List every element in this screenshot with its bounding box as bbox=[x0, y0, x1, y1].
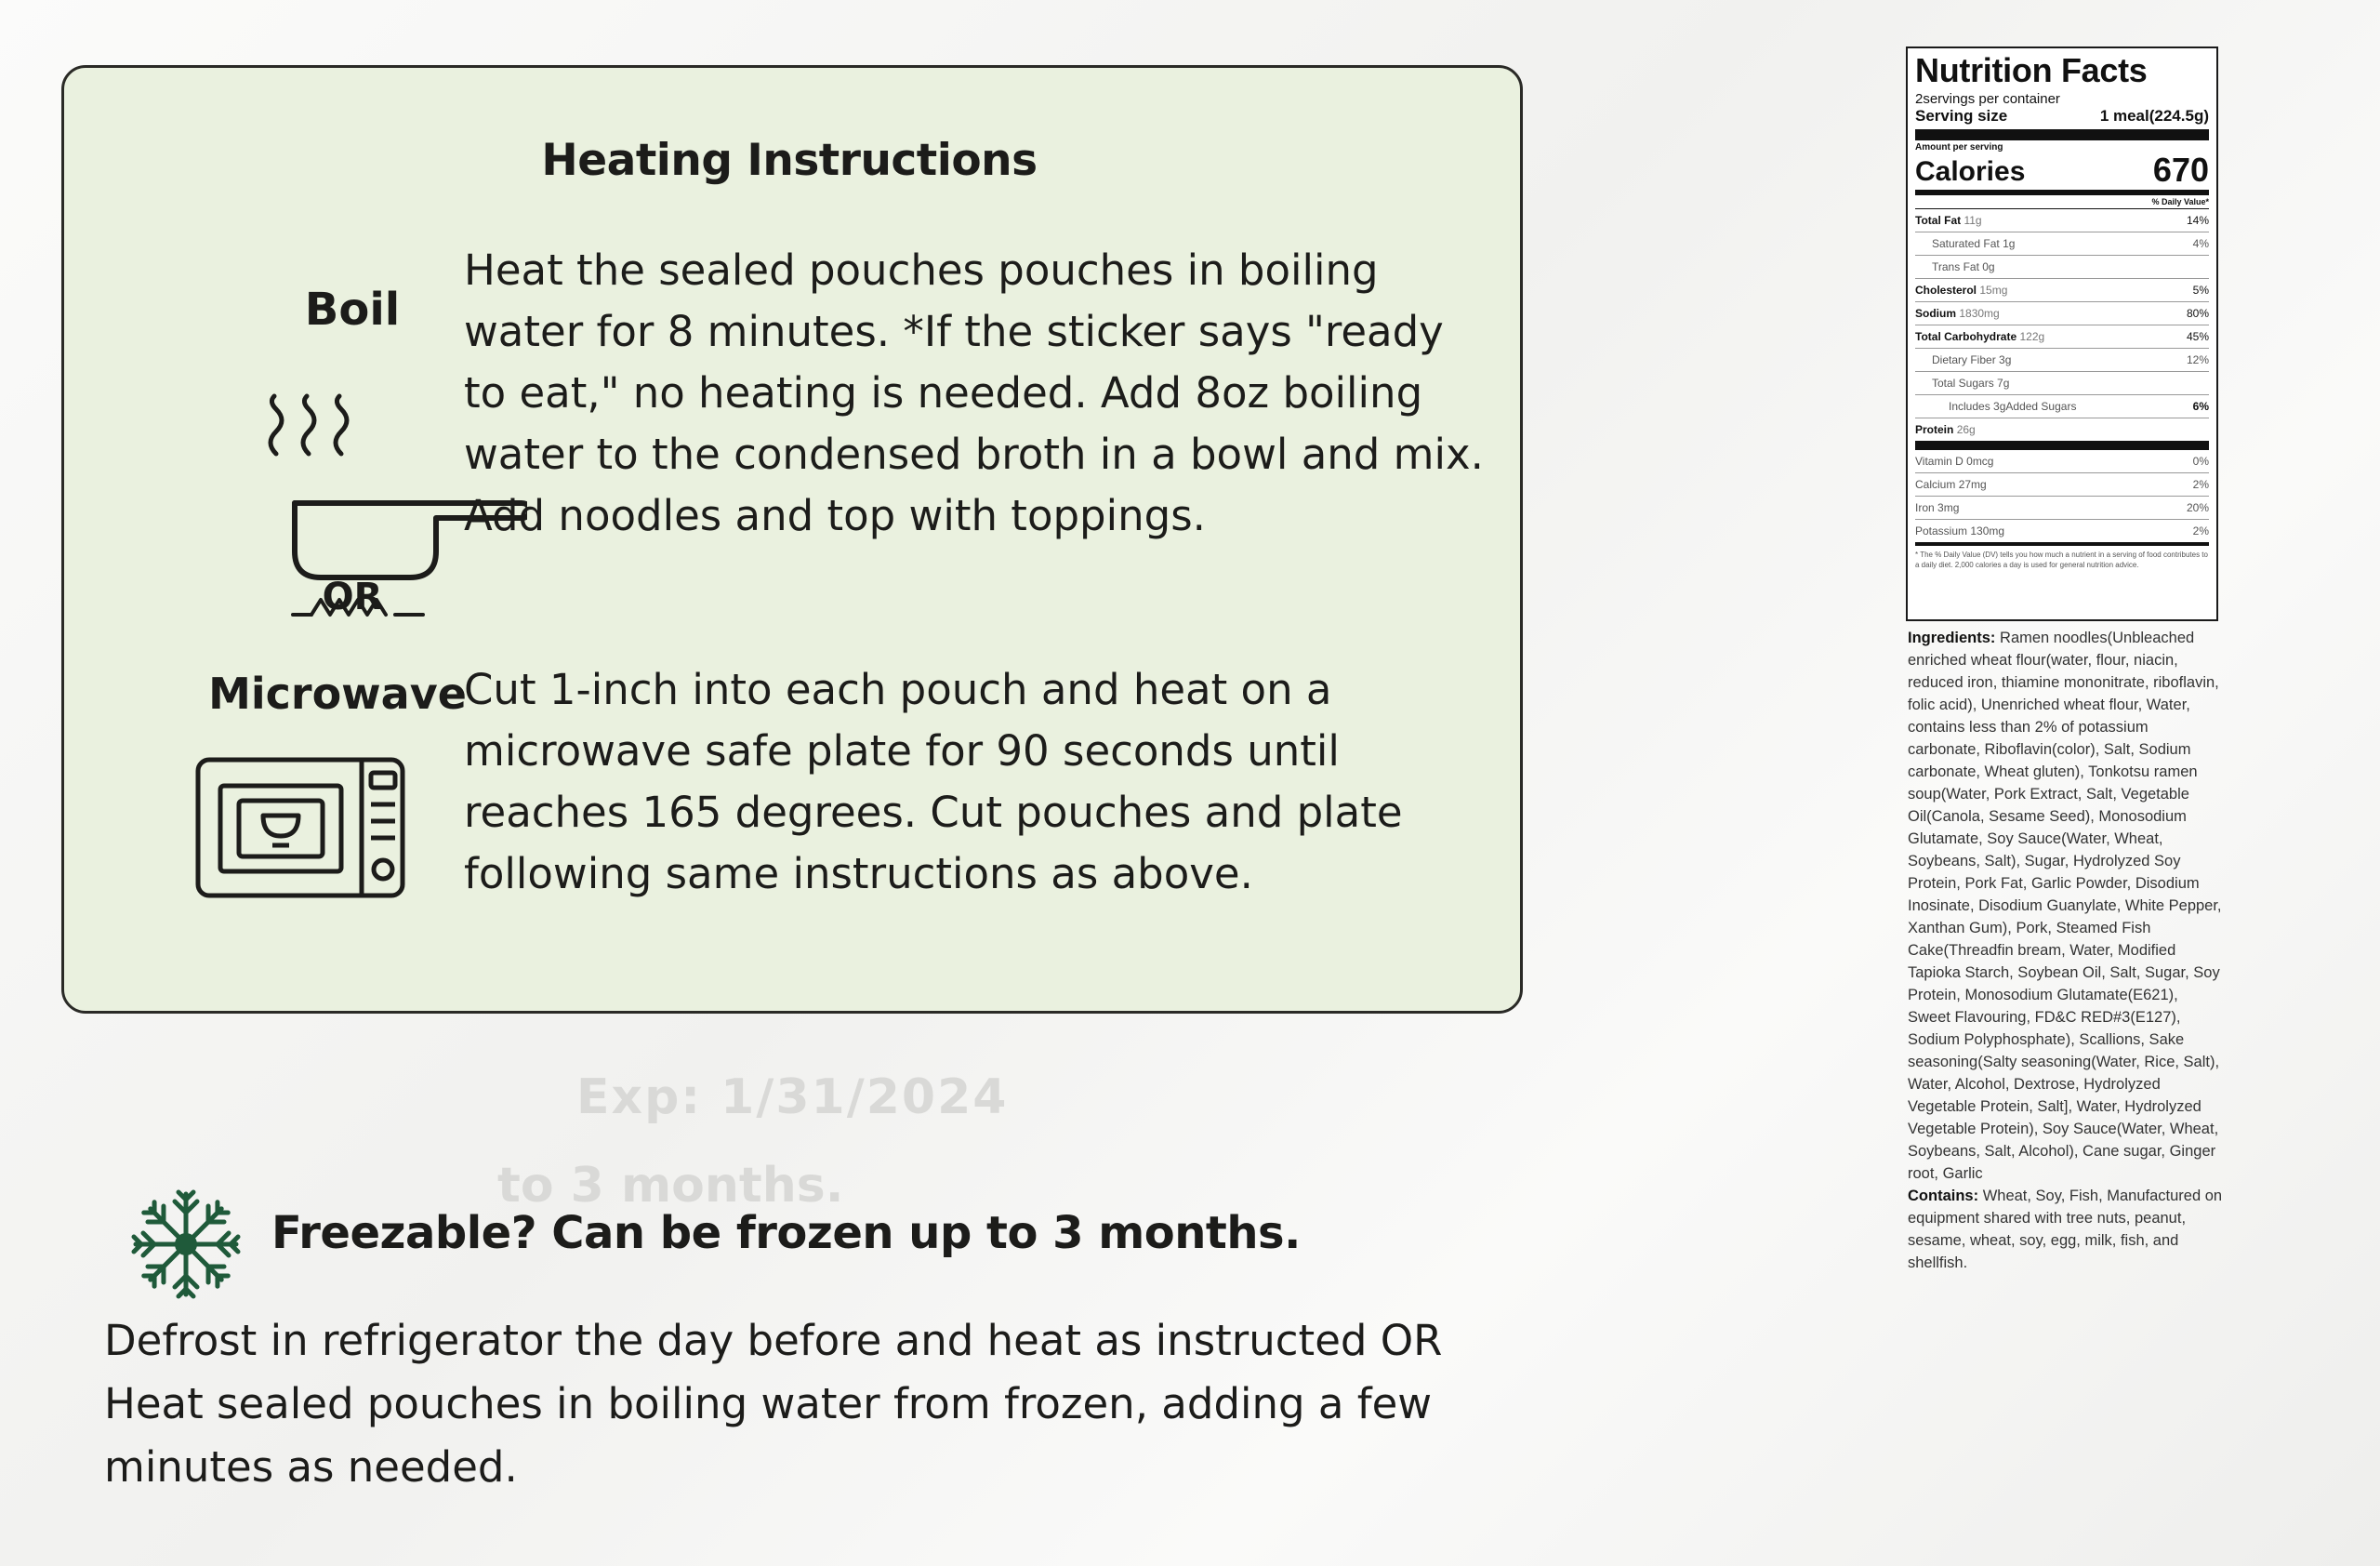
freeze-title: Freezable? Can be frozen up to 3 months. bbox=[271, 1207, 1301, 1259]
faded-expiry-text: Exp: 1/31/2024 bbox=[576, 1069, 1009, 1125]
heating-title: Heating Instructions bbox=[541, 135, 1038, 186]
calories-value: 670 bbox=[2152, 151, 2209, 189]
amount-per-serving: Amount per serving bbox=[1915, 142, 2003, 153]
ingredients-label: Ingredients: bbox=[1908, 630, 1996, 646]
servings-per-container: 2servings per container bbox=[1915, 91, 2060, 107]
daily-value-header: % Daily Value* bbox=[1915, 195, 2209, 209]
nutrient-row: Total Fat 11g 14% bbox=[1915, 209, 2209, 232]
ingredients-text: Ramen noodles(Unbleached enriched wheat flour(water, flour, niacin, reduced iron, thiamine mononitrate, riboflavin, folic acid), Unenriched wheat flour, Water, contains less than 2% of potassium carbonate, Riboflavin(color), Salt, Sodium carbonate, Wheat gluten), Tonkotsu ramen soup(Water, Pork Extract, Salt, Vegetable Oil(Canola, Sesame Seed), Monosodium Glutamate, Soy Sauce(Water, Wheat, Soybeans, Salt), Sugar, Hydrolyzed Soy Protein, Pork Fat, Garlic Powder, Disodium Inosinate, Disodium Guanylate, White Pepper, Xanthan Gum), Pork, Steamed Fish Cake(Threadfin bream, Water, Modified Tapioka Starch, Soybean Oil, Salt, Sugar, Soy Protein, Monosodium Glutamate(E621), Sweet Flavouring, FD&C RED#3(E127), Sodium Polyphosphate), Scallions, Sake seasoning(Salty seasoning(Water, Rice, Salt), Water, Alcohol, Dextrose, Hydrolyzed Vegetable Protein, Salt], Water, Hydrolyzed Vegetable Protein), Soy Sauce(Water, Wheat, Soybeans, Salt, Alcohol), Cane sugar, Ginger root, Garlic bbox=[1908, 630, 2222, 1182]
nutrient-row: Total Sugars 7g bbox=[1915, 372, 2209, 395]
vitamin-row: Potassium 130mg 2% bbox=[1915, 520, 2209, 546]
microwave-icon bbox=[194, 756, 408, 905]
nutrient-row: Includes 3gAdded Sugars 6% bbox=[1915, 395, 2209, 418]
vitamin-row: Vitamin D 0mcg 0% bbox=[1915, 450, 2209, 473]
snowflake-icon bbox=[130, 1188, 242, 1300]
nutrient-row: Cholesterol 15mg 5% bbox=[1915, 279, 2209, 302]
nutrition-facts-panel bbox=[1906, 46, 2218, 621]
vitamin-row: Iron 3mg 20% bbox=[1915, 497, 2209, 520]
serving-size-value: 1 meal(224.5g) bbox=[2099, 107, 2209, 125]
microwave-label: Microwave bbox=[208, 669, 467, 719]
nutrition-divider-thick bbox=[1915, 129, 2209, 140]
contains-label: Contains: bbox=[1908, 1188, 1979, 1204]
contains-text: Wheat, Soy, Fish, Manufactured on equipment shared with tree nuts, peanut, sesame, wheat, soy, egg, milk, fish, and shellfish. bbox=[1908, 1188, 2223, 1271]
serving-size-row bbox=[1915, 107, 2209, 129]
nutrient-row: Saturated Fat 1g 4% bbox=[1915, 232, 2209, 256]
faded-freeze-text: to 3 months. bbox=[497, 1158, 844, 1214]
serving-size-label: Serving size bbox=[1915, 107, 2008, 125]
ingredients-list bbox=[1908, 627, 2224, 1274]
daily-value-footnote: * The % Daily Value (DV) tells you how much a nutrient in a serving of food contributes to a daily diet. 2,000 calories a day is used for general nutrition advice. bbox=[1915, 551, 2208, 569]
boil-instructions: Heat the sealed pouches pouches in boiling water for 8 minutes. *If the sticker says "ready to eat," no heating is needed. Add 8oz boiling water to the condensed broth in a bowl and mix. Add noodles and top with toppings. bbox=[464, 246, 1484, 540]
nutrition-facts-title: Nutrition Facts bbox=[1915, 51, 2148, 89]
freeze-instructions: Defrost in refrigerator the day before and heat as instructed OR Heat sealed pouches in boiling water from frozen, adding a few minutes as needed. bbox=[104, 1316, 1443, 1492]
nutrient-row: Sodium 1830mg 80% bbox=[1915, 302, 2209, 325]
nutrient-row: Dietary Fiber 3g 12% bbox=[1915, 349, 2209, 372]
nutrient-row: Protein 26g bbox=[1915, 418, 2209, 450]
boil-label: Boil bbox=[304, 284, 401, 336]
heating-instructions-card bbox=[61, 65, 1523, 1014]
nutrient-row: Total Carbohydrate 122g 45% bbox=[1915, 325, 2209, 349]
nutrient-row: Trans Fat 0g bbox=[1915, 256, 2209, 279]
microwave-instructions: Cut 1-inch into each pouch and heat on a microwave safe plate for 90 seconds until reaches 165 degrees. Cut pouches and plate following same instructions as above. bbox=[464, 665, 1403, 898]
or-label: OR bbox=[322, 576, 383, 618]
calories-row bbox=[1915, 153, 2209, 195]
calories-label: Calories bbox=[1915, 156, 2026, 187]
vitamin-row: Calcium 27mg 2% bbox=[1915, 473, 2209, 497]
